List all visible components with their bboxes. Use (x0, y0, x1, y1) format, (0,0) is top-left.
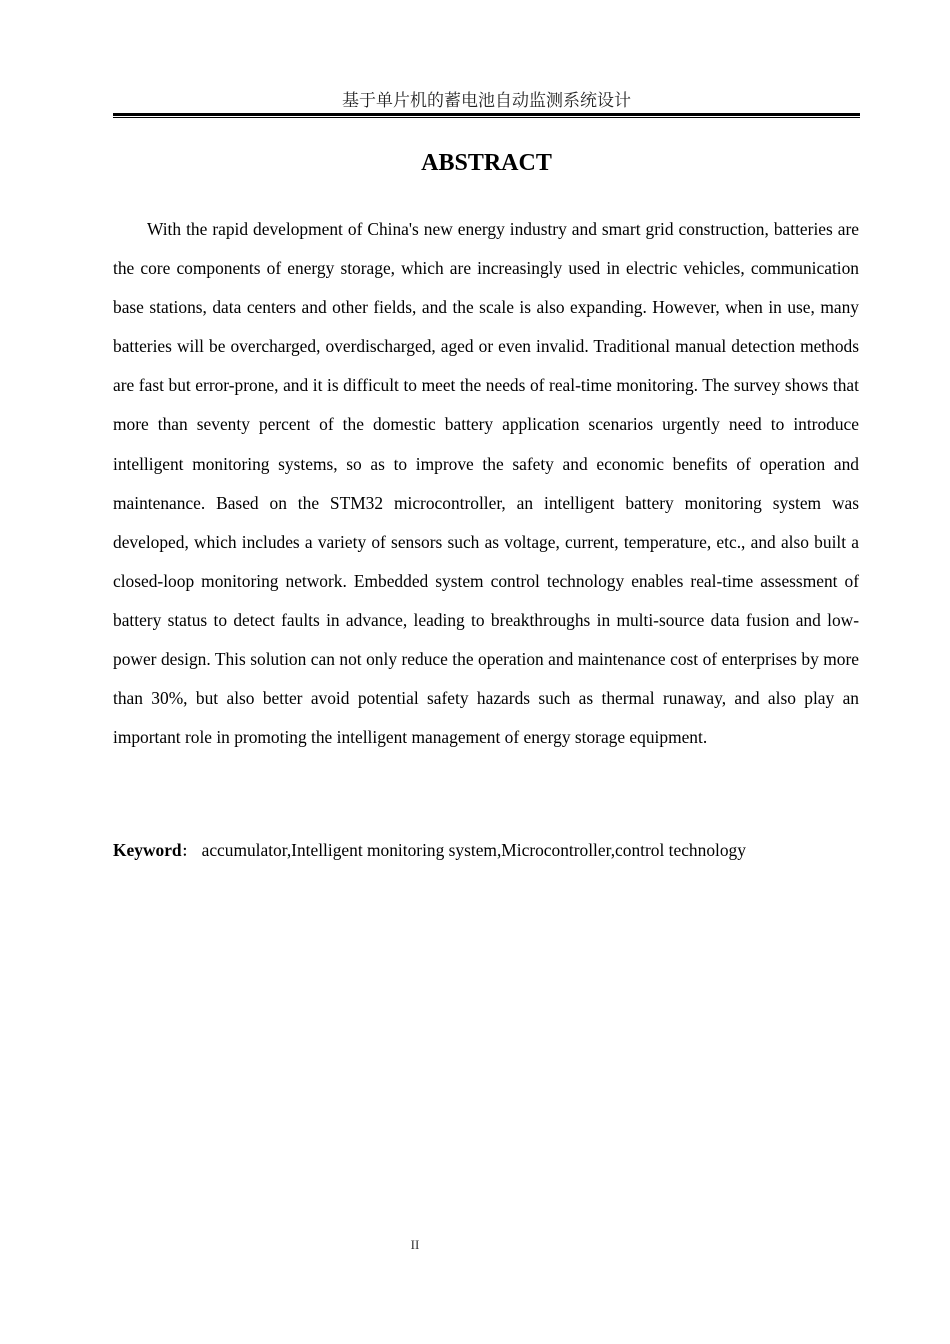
keywords-value: accumulator,Intelligent monitoring system,Microcontroller,control technology (201, 840, 746, 860)
keywords-label: Keyword (113, 840, 182, 860)
header-rule-thin-line (113, 117, 860, 118)
abstract-heading: ABSTRACT (421, 150, 552, 176)
header-rule-thick-line (113, 113, 860, 116)
keywords-line (113, 836, 859, 866)
page-number: II (410, 1237, 420, 1252)
abstract-paragraph: With the rapid development of China's new energy industry and smart grid construction, batteries are the core components of energy storage, which are increasingly used in electric vehicles, communication base stations, data centers and other fields, and the scale is also expanding. However, when in use, many batteries will be overcharged, overdischarged, aged or even invalid. Traditional manual detection methods are fast but error-prone, and it is difficult to meet the needs of real-time monitoring. The survey shows that more than seventy percent of the domestic battery application scenarios urgently need to introduce intelligent monitoring systems, so as to improve the safety and economic benefits of operation and maintenance. Based on the STM32 microcontroller, an intelligent battery monitoring system was developed, which includes a variety of sensors such as voltage, current, temperature, etc., and also built a closed-loop monitoring network. Embedded system control technology enables real-time assessment of battery status to detect faults in advance, leading to breakthroughs in multi-source data fusion and low-power design. This solution can not only reduce the operation and maintenance cost of enterprises by more than 30%, but also better avoid potential safety hazards such as thermal runaway, and also play an important role in promoting the intelligent management of energy storage equipment. (113, 219, 859, 748)
running-header-title: 基于单片机的蓄电池自动监测系统设计 (342, 91, 631, 111)
keywords-separator: ： (181, 844, 196, 860)
header-double-rule (113, 113, 860, 119)
